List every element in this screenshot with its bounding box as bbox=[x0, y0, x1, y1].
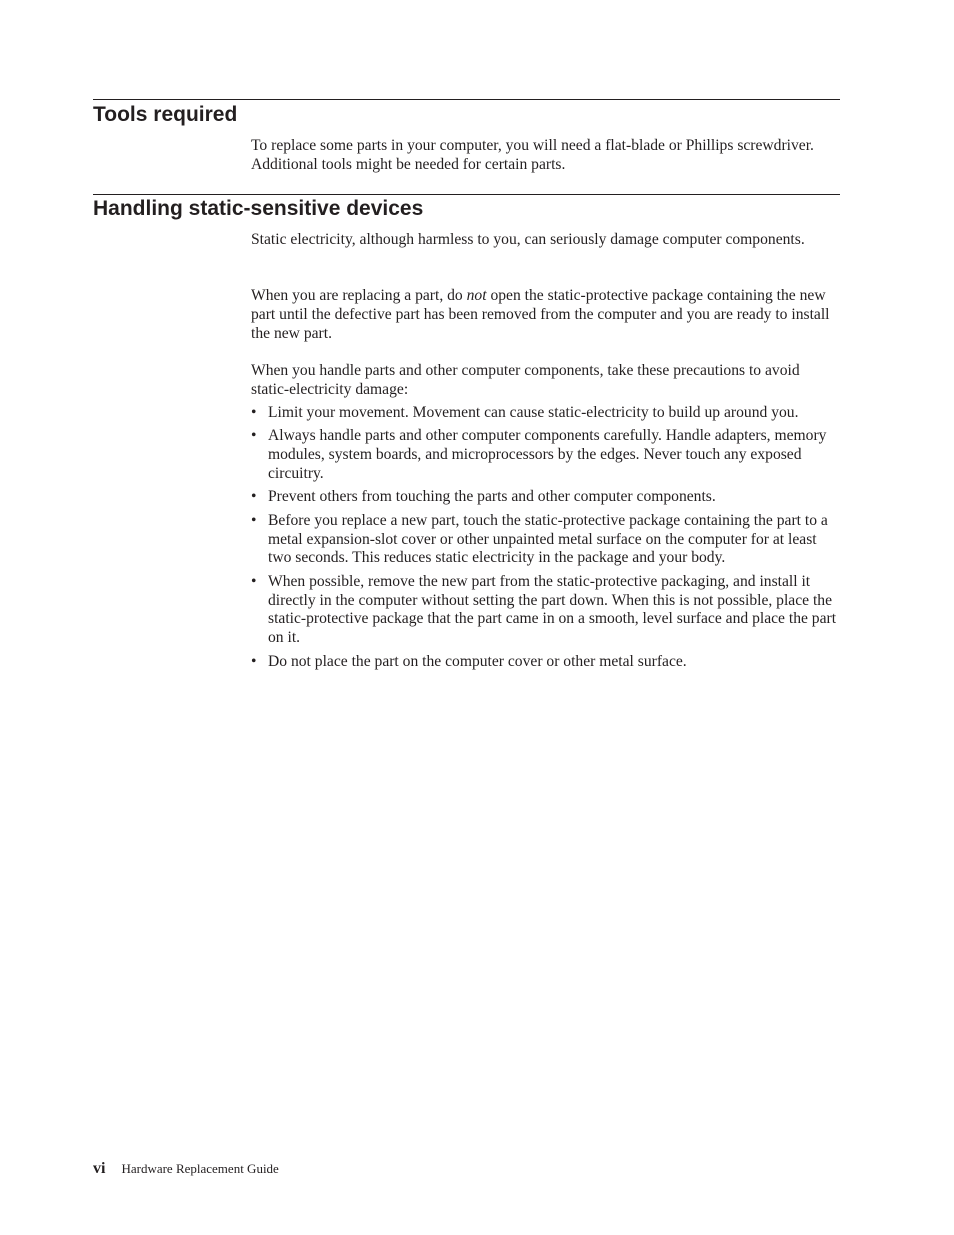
list-item bbox=[251, 573, 841, 648]
section-heading-tools-required: Tools required bbox=[93, 103, 238, 126]
page-footer bbox=[93, 1160, 279, 1178]
section-divider-tools bbox=[93, 99, 840, 100]
replacing-part-text-start: When you are replacing a part, do bbox=[251, 287, 467, 304]
list-item-text: Limit your movement. Movement can cause static-electricity to build up around you. bbox=[268, 404, 799, 421]
bullet-marker: • bbox=[251, 572, 257, 590]
section-heading-static-sensitive: Handling static-sensitive devices bbox=[93, 197, 424, 220]
list-item-text: Before you replace a new part, touch the static-protective package containing the part to a metal expansion-slot cover or other unpainted metal surface on the computer for at least two seconds. This reduces static electricity in the package and your body. bbox=[268, 511, 828, 567]
list-item-text: Prevent others from touching the parts and other computer components. bbox=[268, 488, 716, 506]
list-item bbox=[251, 653, 841, 672]
list-item-text: Always handle parts and other computer components carefully. Handle adapters, memory modules, system boards, and microprocessors by the edges. Never touch any exposed circuitry. bbox=[268, 427, 827, 482]
page-number: vi bbox=[93, 1160, 106, 1177]
replacing-part-text-end: open the static-protective package containing the new part until the defective part has been removed from the computer and you are ready to install the new part. bbox=[251, 287, 830, 342]
list-item-text: When possible, remove the new part from the static-protective packaging, and install it directly in the computer without setting the part down. When this is not possible, place the static-protective package that the part came in on a smooth, level surface and place the part on it. bbox=[268, 572, 837, 647]
precautions-intro-paragraph: When you handle parts and other computer components, take these precautions to avoid static-electricity damage: bbox=[251, 362, 800, 398]
list-item bbox=[251, 404, 841, 423]
replacing-part-emphasis: not bbox=[466, 287, 487, 304]
list-item bbox=[251, 512, 841, 568]
replacing-part-paragraph bbox=[251, 287, 841, 343]
bullet-marker: • bbox=[251, 511, 257, 529]
bullet-marker: • bbox=[251, 404, 257, 421]
list-item bbox=[251, 488, 841, 507]
tools-required-paragraph: To replace some parts in your computer, you will need a flat-blade or Phillips screwdriver. Additional tools might be needed for certain parts. bbox=[251, 137, 814, 173]
bullet-marker: • bbox=[251, 652, 257, 670]
static-intro-paragraph: Static electricity, although harmless to you, can seriously damage computer components. bbox=[251, 231, 805, 248]
list-item bbox=[251, 427, 841, 483]
section-divider-static bbox=[93, 194, 840, 195]
footer-guide-title: Hardware Replacement Guide bbox=[121, 1161, 279, 1176]
bullet-marker: • bbox=[251, 488, 257, 506]
precautions-list bbox=[251, 404, 841, 676]
list-item-text: Do not place the part on the computer cover or other metal surface. bbox=[268, 652, 687, 670]
bullet-marker: • bbox=[251, 427, 257, 445]
